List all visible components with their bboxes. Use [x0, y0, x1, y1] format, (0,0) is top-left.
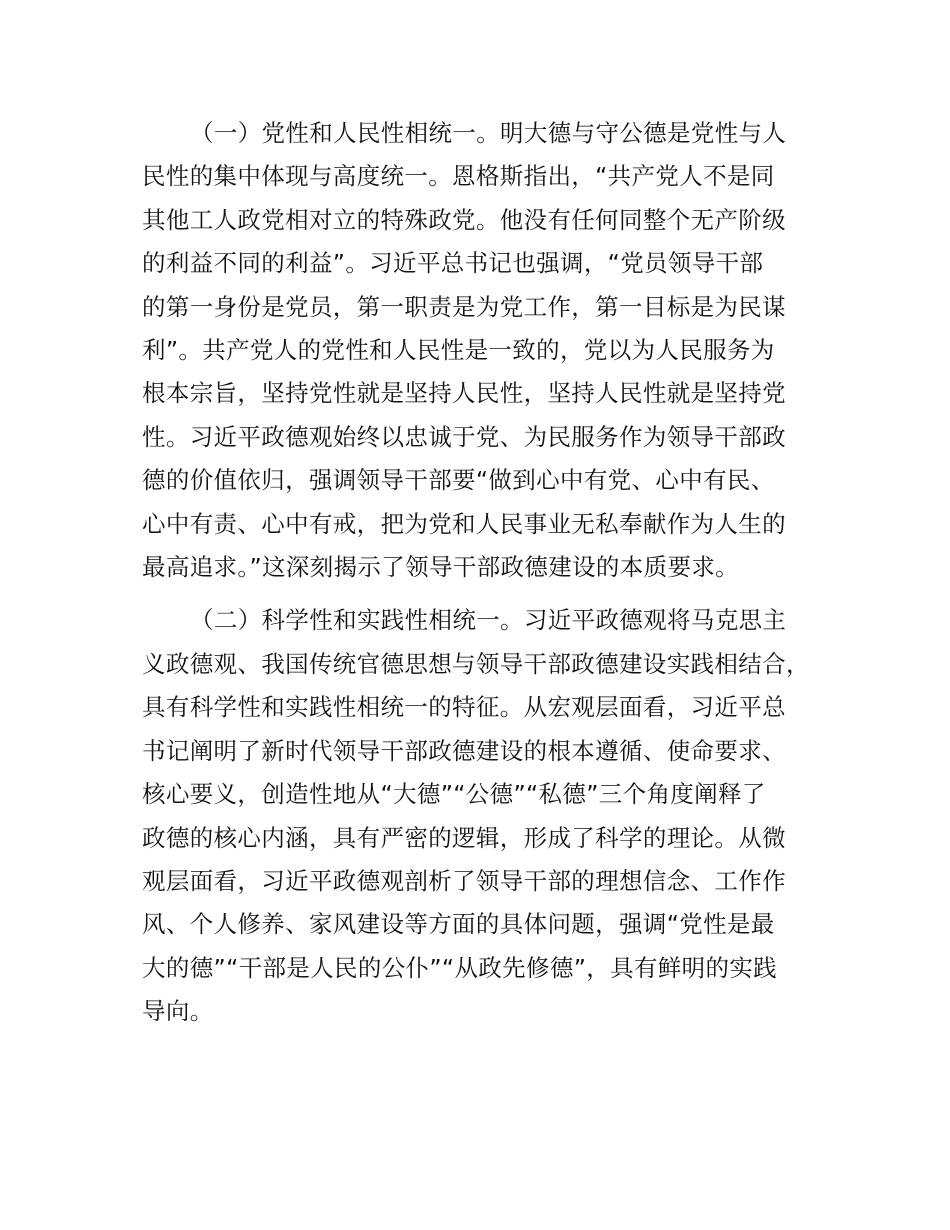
- text-line: 的第一身份是党员，第一职责是为党工作，第一目标是为民谋: [142, 292, 786, 321]
- text-line: 最高追求。”这深刻揭示了领导干部政德建设的本质要求。: [142, 553, 740, 582]
- text-line: 民性的集中体现与高度统一。恩格斯指出，“共产党人不是同: [142, 162, 775, 191]
- text-line: 具有科学性和实践性相统一的特征。从宏观层面看，习近平总: [142, 693, 786, 722]
- text-line: 的利益不同的利益”。习近平总书记也强调，“党员领导干部: [142, 249, 764, 278]
- document-body: [142, 112, 842, 1034]
- text-line: 书记阐明了新时代领导干部政德建设的根本遵循、使命要求、: [142, 736, 786, 765]
- text-line: 大的德”“干部是人民的公仆”“从政先修德”，具有鲜明的实践: [142, 953, 778, 982]
- text-line: 义政德观、我国传统官德思想与领导干部政德建设实践相结合，: [142, 649, 810, 678]
- text-line: 心中有责、心中有戒，把为党和人民事业无私奉献作为人生的: [142, 509, 786, 538]
- text-line: 政德的核心内涵，具有严密的逻辑，形成了科学的理论。从微: [142, 823, 786, 852]
- text-line: 德的价值依归，强调领导干部要“做到心中有党、心中有民、: [142, 466, 775, 495]
- text-line: 利”。共产党人的党性和人民性是一致的，党以为人民服务为: [142, 336, 775, 365]
- text-line: 性。习近平政德观始终以忠诚于党、为民服务作为领导干部政: [142, 422, 786, 451]
- paragraph-science-and-practice: [142, 599, 842, 1033]
- text-line: （一）党性和人民性相统一。明大德与守公德是党性与人: [190, 119, 787, 147]
- paragraph-party-and-people: [142, 112, 842, 589]
- text-line: 风、个人修养、家风建设等方面的具体问题，强调“党性是最: [142, 910, 775, 939]
- text-line: （二）科学性和实践性相统一。习近平政德观将马克思主: [190, 606, 787, 635]
- text-line: 观层面看，习近平政德观剖析了领导干部的理想信念、工作作: [142, 866, 786, 895]
- text-line: 其他工人政党相对立的特殊政党。他没有任何同整个无产阶级: [142, 205, 786, 234]
- text-line: 根本宗旨，坚持党性就是坚持人民性，坚持人民性就是坚持党: [142, 379, 786, 408]
- text-line: 核心要义，创造性地从“大德”“公德”“私德”三个角度阐释了: [142, 780, 766, 809]
- text-line: 导向。: [142, 997, 214, 1026]
